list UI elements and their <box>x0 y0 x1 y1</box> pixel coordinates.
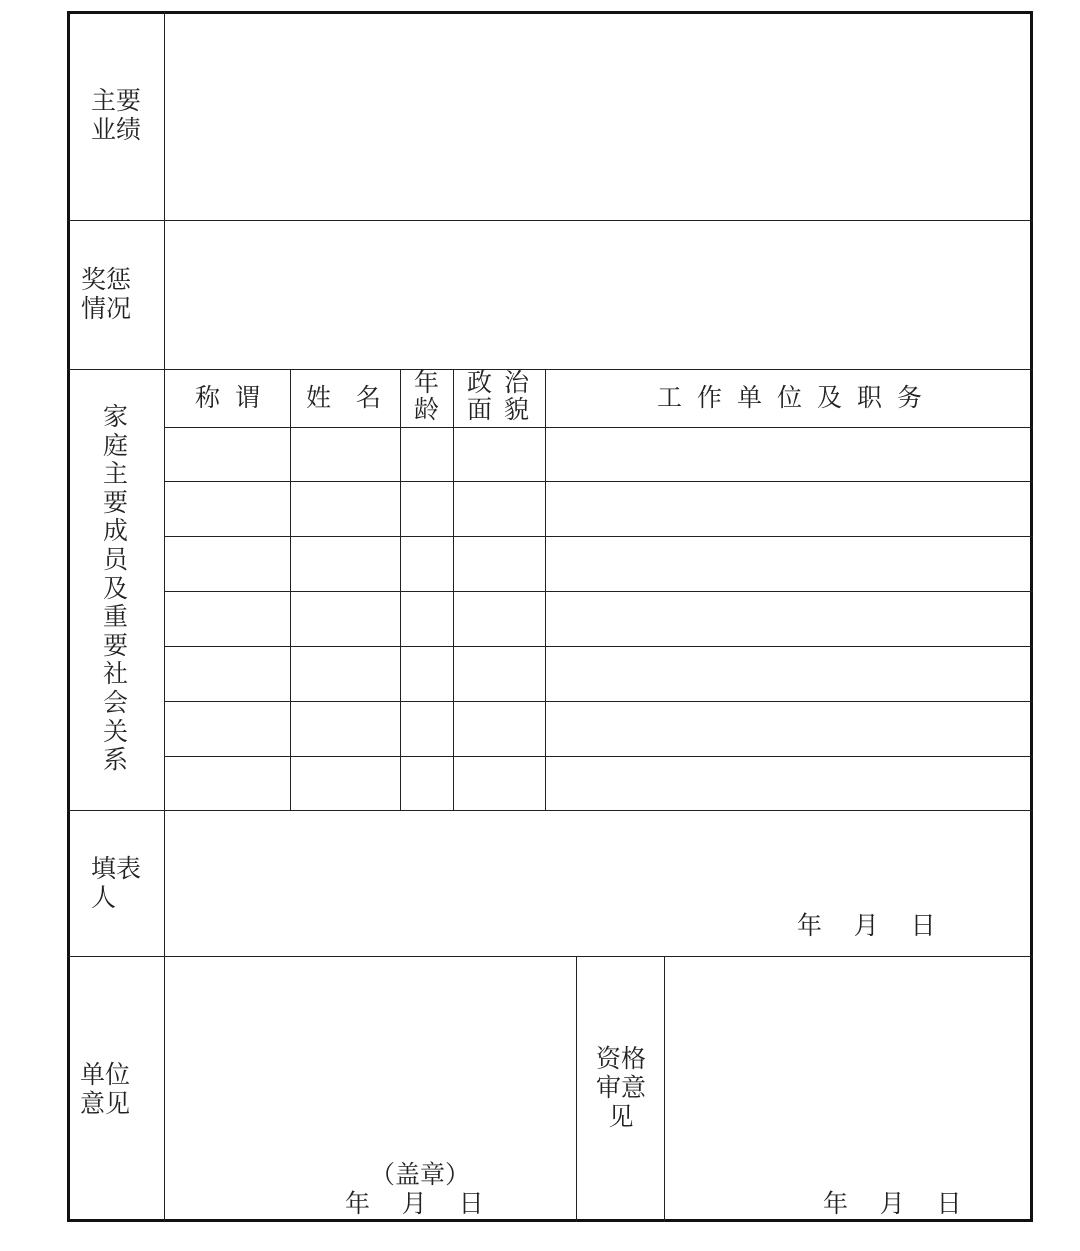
family-table-row-line <box>164 481 1033 482</box>
rewards-field[interactable] <box>166 222 1030 368</box>
opinion-column-divider <box>576 956 577 1222</box>
family-table-row-line <box>164 591 1033 592</box>
family-label: 家 庭 主 要 成 员 及 重 要 社 会 关 系 <box>103 402 129 775</box>
family-col-work-header: 工作单位及职务 <box>657 383 938 412</box>
family-col-political-header: 政 治 面 貌 <box>467 368 531 424</box>
achievements-field[interactable] <box>166 13 1030 219</box>
unit-opinion-label: 单位 意见 <box>80 1060 131 1118</box>
family-column-divider <box>400 369 401 810</box>
row-divider <box>67 220 1033 221</box>
family-table-row-line <box>164 646 1033 647</box>
label-column-divider <box>164 11 165 1222</box>
opinion-column-divider <box>664 956 665 1222</box>
family-col-relation-header: 称谓 <box>195 383 276 412</box>
family-table-header-line <box>164 427 1033 428</box>
review-label: 资格 审意 见 <box>596 1044 647 1131</box>
review-date: 年 月 日 <box>823 1189 962 1218</box>
row-divider <box>67 956 1033 957</box>
row-divider <box>67 810 1033 811</box>
unit-seal-text: （盖章） <box>370 1160 471 1189</box>
family-column-divider <box>453 369 454 810</box>
family-table-row-line <box>164 701 1033 702</box>
filler-date: 年 月 日 <box>797 911 936 940</box>
family-column-divider <box>290 369 291 810</box>
review-opinion-field[interactable] <box>666 958 1030 1220</box>
family-table-row-line <box>164 756 1033 757</box>
unit-date: 年 月 日 <box>345 1189 484 1218</box>
row-divider <box>67 369 1033 370</box>
family-col-age-header: 年 龄 <box>414 368 440 424</box>
family-table-row-line <box>164 536 1033 537</box>
family-column-divider <box>545 369 546 810</box>
rewards-label: 奖惩 情况 <box>81 265 132 323</box>
filler-label: 填表 人 <box>91 854 142 912</box>
family-col-name-header: 姓 名 <box>306 383 384 412</box>
achievements-label: 主要 业绩 <box>91 86 142 144</box>
